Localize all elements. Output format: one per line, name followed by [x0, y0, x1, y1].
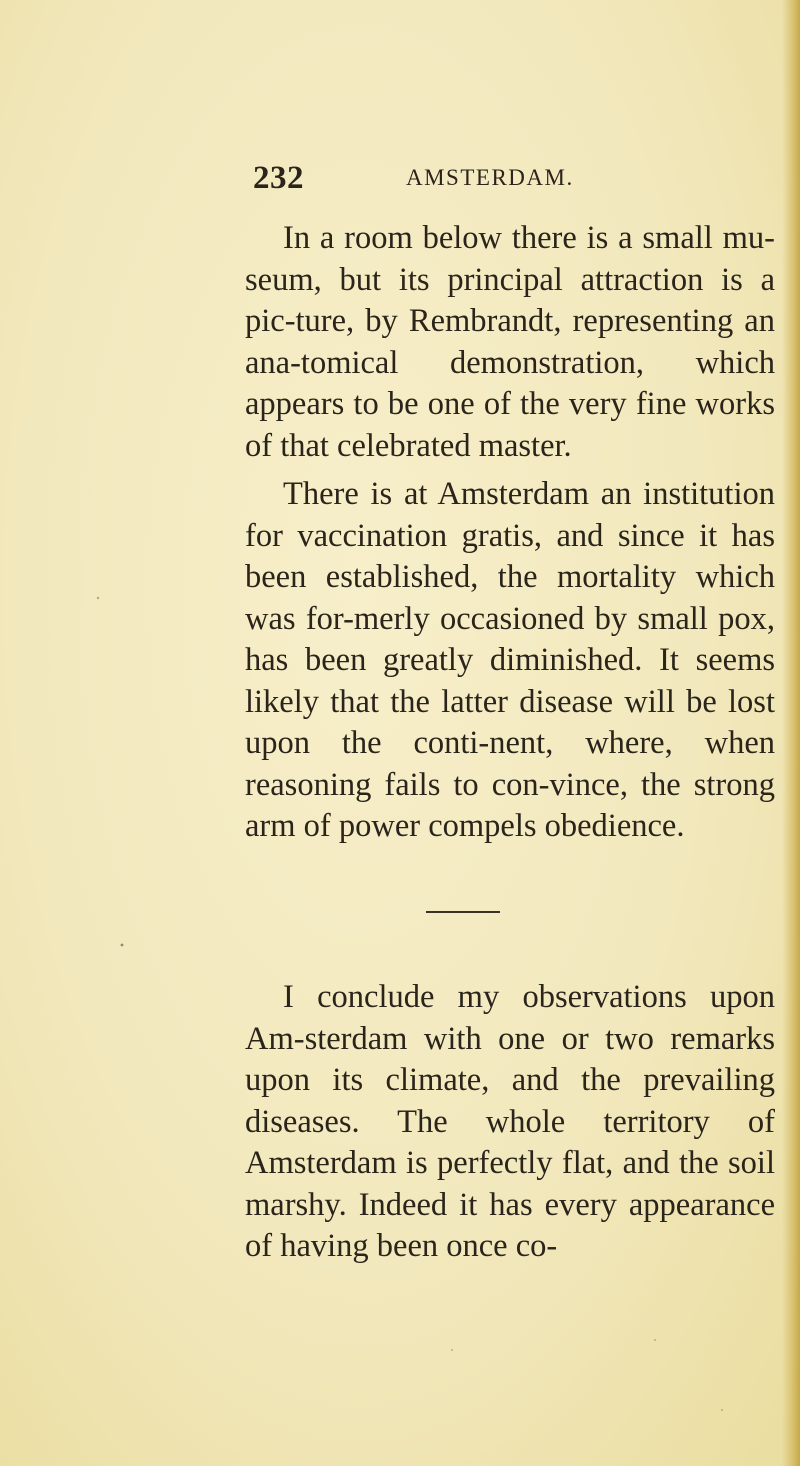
- speck: [654, 1339, 656, 1341]
- paragraph-vaccination: There is at Amsterdam an institution for vaccination gratis, and since it has been established, the mortality which was for-merly occasioned by small pox, has been greatly diminished. It seems likely that the latter disease will be lost upon the conti-nent, where, when reasoning fails to con-vince, the strong arm of power compels obedience.: [245, 476, 775, 844]
- speck: [97, 597, 99, 599]
- page-number: 232: [253, 160, 304, 196]
- speck: [721, 1409, 723, 1411]
- speck: [451, 1349, 453, 1351]
- paragraph-climate: I conclude my observations upon Am-sterdam with one or two remarks upon its climate, and the prevailing diseases. The whole territory of Amsterdam is perfectly flat, and the soil marshy. Indeed it has every appearance of having been once co-: [245, 979, 775, 1264]
- speck: [121, 944, 124, 947]
- paragraph-museum: In a room below there is a small mu-seum, but its principal attraction is a pic-ture, by Rembrandt, representing an ana-tomical demonstration, which appears to be one of the very fine works of that celebrated master.: [245, 220, 775, 464]
- header-title: AMSTERDAM.: [406, 165, 574, 190]
